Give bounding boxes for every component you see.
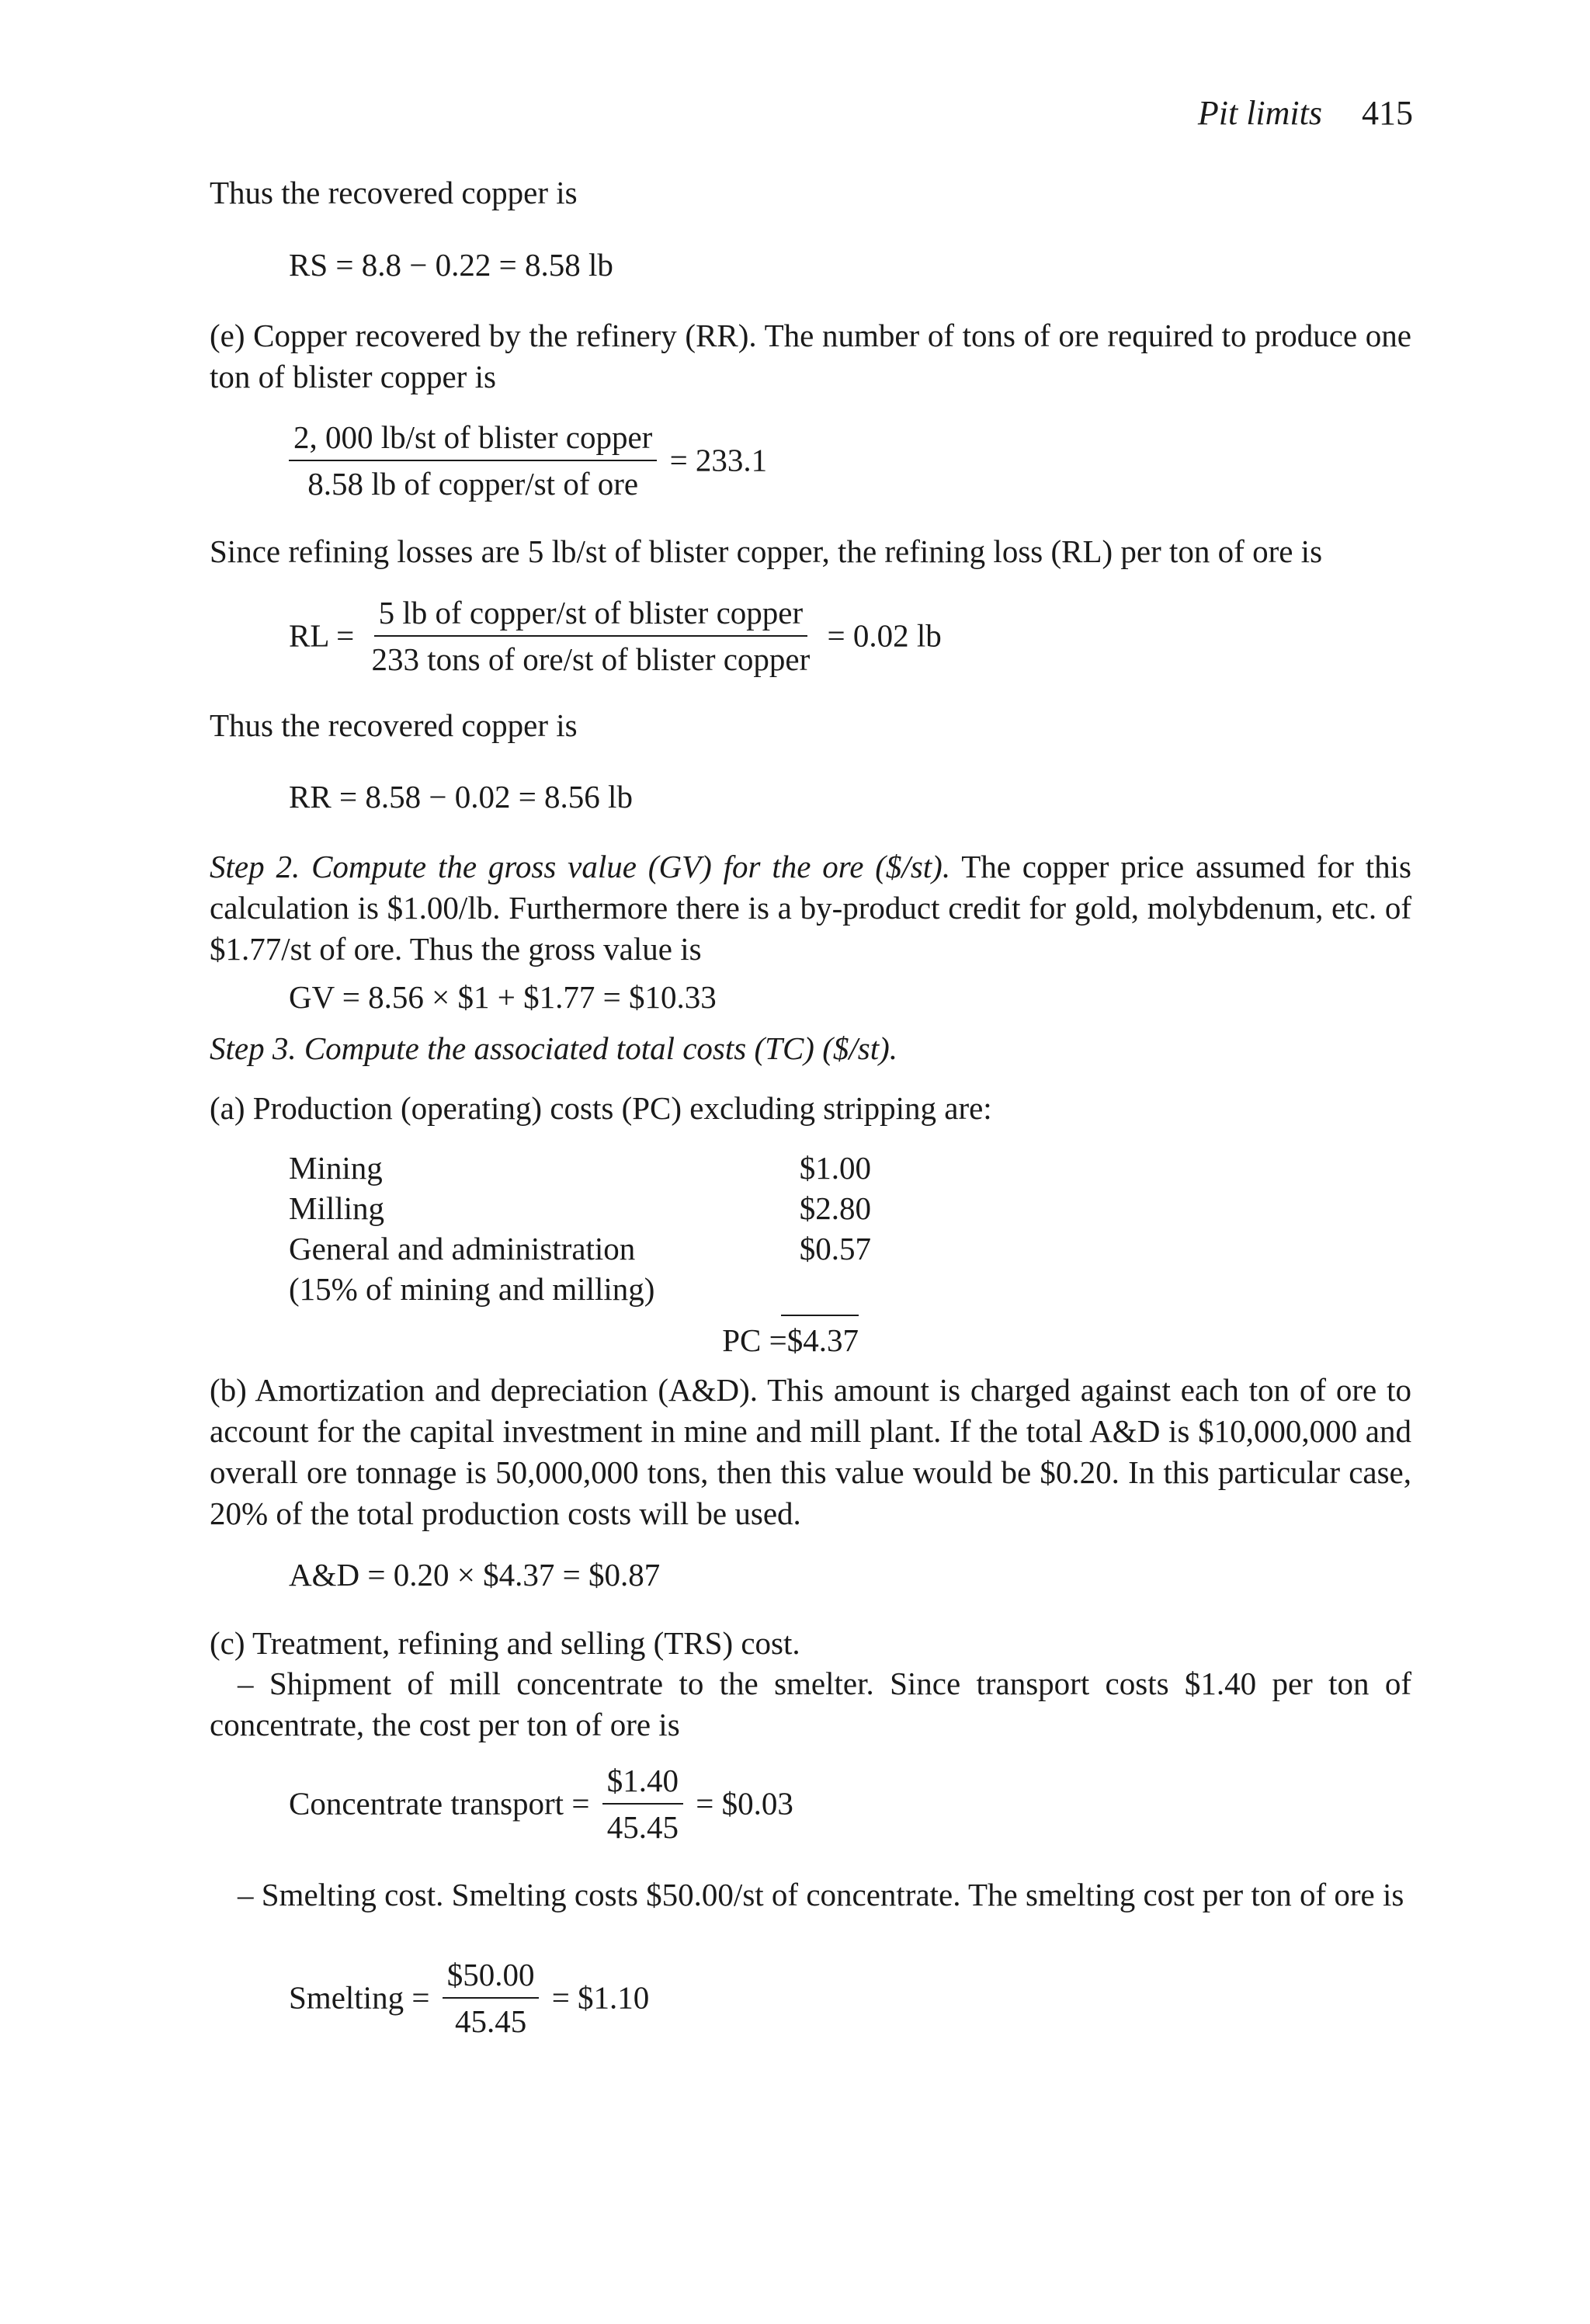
equation-gv: GV = 8.56 × $1 + $1.77 = $10.33 — [289, 979, 717, 1015]
step-3-heading-tc: TC — [765, 1030, 804, 1066]
cost-value: $1.00 — [799, 1150, 871, 1186]
paragraph-refining-loss: Since refining losses are 5 lb/st of blister copper, the refining loss (RL) per ton of ore is — [210, 533, 1323, 569]
pc-total — [703, 1320, 859, 1360]
fraction-rl — [367, 593, 815, 679]
equation-ad: A&D = 0.20 × $4.37 = $0.87 — [289, 1557, 661, 1593]
step-2-heading-gv: GV — [658, 849, 702, 884]
cost-row — [289, 1148, 871, 1188]
fraction-tons — [289, 418, 657, 503]
equation-lhs: RL = — [289, 617, 355, 654]
equation-result: = $0.03 — [696, 1785, 793, 1822]
cost-label: (15% of mining and milling) — [289, 1271, 655, 1307]
cost-label: Mining — [289, 1150, 383, 1186]
step-2-heading-part: ) for the ore ( — [701, 849, 886, 884]
equation-result: = $1.10 — [551, 1979, 650, 2016]
cost-value: $2.80 — [799, 1190, 871, 1226]
cost-row — [289, 1269, 871, 1309]
cost-row — [289, 1228, 871, 1269]
cost-table — [289, 1148, 871, 1309]
step-3-heading-part: ). — [879, 1030, 898, 1066]
total-rule — [781, 1315, 859, 1316]
cost-value — [786, 1269, 871, 1309]
fraction-smelting — [443, 1955, 540, 2041]
fraction-denominator: 45.45 — [606, 1809, 679, 1845]
step-3-heading-part: ) ( — [804, 1030, 833, 1066]
step-3-heading — [210, 1028, 1411, 1069]
running-title: Pit limits — [1197, 94, 1322, 132]
step-2-heading-part: ). — [932, 849, 951, 884]
fraction-denominator: 45.45 — [454, 2003, 527, 2039]
paragraph-step-2 — [210, 846, 1411, 970]
equation-rs: RS = 8.8 − 0.22 = 8.58 lb — [289, 247, 613, 283]
paragraph-shipment: – Shipment of mill concentrate to the smelter. Since transport costs $1.40 per ton of concentrate, the cost per ton of ore is — [210, 1666, 1411, 1742]
running-header — [1198, 93, 1413, 133]
equation-smelting — [289, 1955, 649, 2041]
step-3-heading-unit: $/st — [832, 1030, 880, 1066]
paragraph-production-costs: (a) Production (operating) costs (PC) excluding stripping are: — [210, 1090, 992, 1126]
step-3-heading-text — [210, 1030, 897, 1066]
page-number: 415 — [1362, 94, 1413, 132]
paragraph-refinery: (e) Copper recovered by the refinery (RR). The number of tons of ore required to produce one ton of blister copper is — [210, 318, 1411, 394]
paragraph-trs: (c) Treatment, refining and selling (TRS) cost. — [210, 1625, 800, 1661]
cost-label: Milling — [289, 1190, 385, 1226]
pc-total-label: PC = — [722, 1322, 787, 1358]
fraction-numerator: $1.40 — [602, 1761, 683, 1805]
step-2-text: The copper price assumed for this calculation is $1.00/lb. Furthermore there is a by-product credit for gold, molybdenum, etc. of $1.77/st of ore. Thus the gross value is — [210, 849, 1411, 967]
equation-tons-ore — [289, 418, 767, 503]
equation-concentrate-transport — [289, 1761, 793, 1846]
equation-result: = 233.1 — [669, 442, 768, 478]
equation-rr: RR = 8.58 − 0.02 = 8.56 lb — [289, 779, 633, 815]
fraction-numerator: 2, 000 lb/st of blister copper — [289, 418, 657, 461]
paragraph-recovered-copper-2: Thus the recovered copper is — [210, 707, 578, 743]
fraction-denominator: 233 tons of ore/st of blister copper — [371, 641, 811, 677]
fraction-numerator: $50.00 — [443, 1955, 540, 1999]
cost-row — [289, 1188, 871, 1228]
equation-result: = 0.02 lb — [827, 617, 942, 654]
fraction-numerator: 5 lb of copper/st of blister copper — [374, 593, 808, 637]
cost-label: General and administration — [289, 1231, 636, 1266]
fraction-denominator: 8.58 lb of copper/st of ore — [307, 466, 639, 502]
step-3-heading-part: Step 3. Compute the associated total costs ( — [210, 1030, 765, 1066]
pc-total-value: $4.37 — [786, 1322, 859, 1358]
equation-rl — [289, 593, 942, 679]
step-2-heading-part: Step 2. Compute the gross value ( — [210, 849, 659, 884]
step-2-heading — [210, 849, 950, 884]
equation-lhs: Concentrate transport = — [289, 1785, 590, 1822]
step-2-heading-unit: $/st — [885, 849, 932, 884]
paragraph-smelting: – Smelting cost. Smelting costs $50.00/st of concentrate. The smelting cost per ton of ore is — [238, 1877, 1404, 1912]
equation-lhs: Smelting = — [289, 1979, 430, 2016]
paragraph-amortization: (b) Amortization and depreciation (A&D). This amount is charged against each ton of ore to account for the capital investment in mine and mill plant. If the total A&D is $10,000,000 and overall ore tonnage is 50,000,000 tons, then this value would be $0.20. In this particular case, 20% of the total production costs will be used. — [210, 1372, 1411, 1531]
fraction-transport — [602, 1761, 683, 1846]
cost-value: $0.57 — [799, 1231, 871, 1266]
paragraph-recovered-copper-1: Thus the recovered copper is — [210, 175, 578, 210]
